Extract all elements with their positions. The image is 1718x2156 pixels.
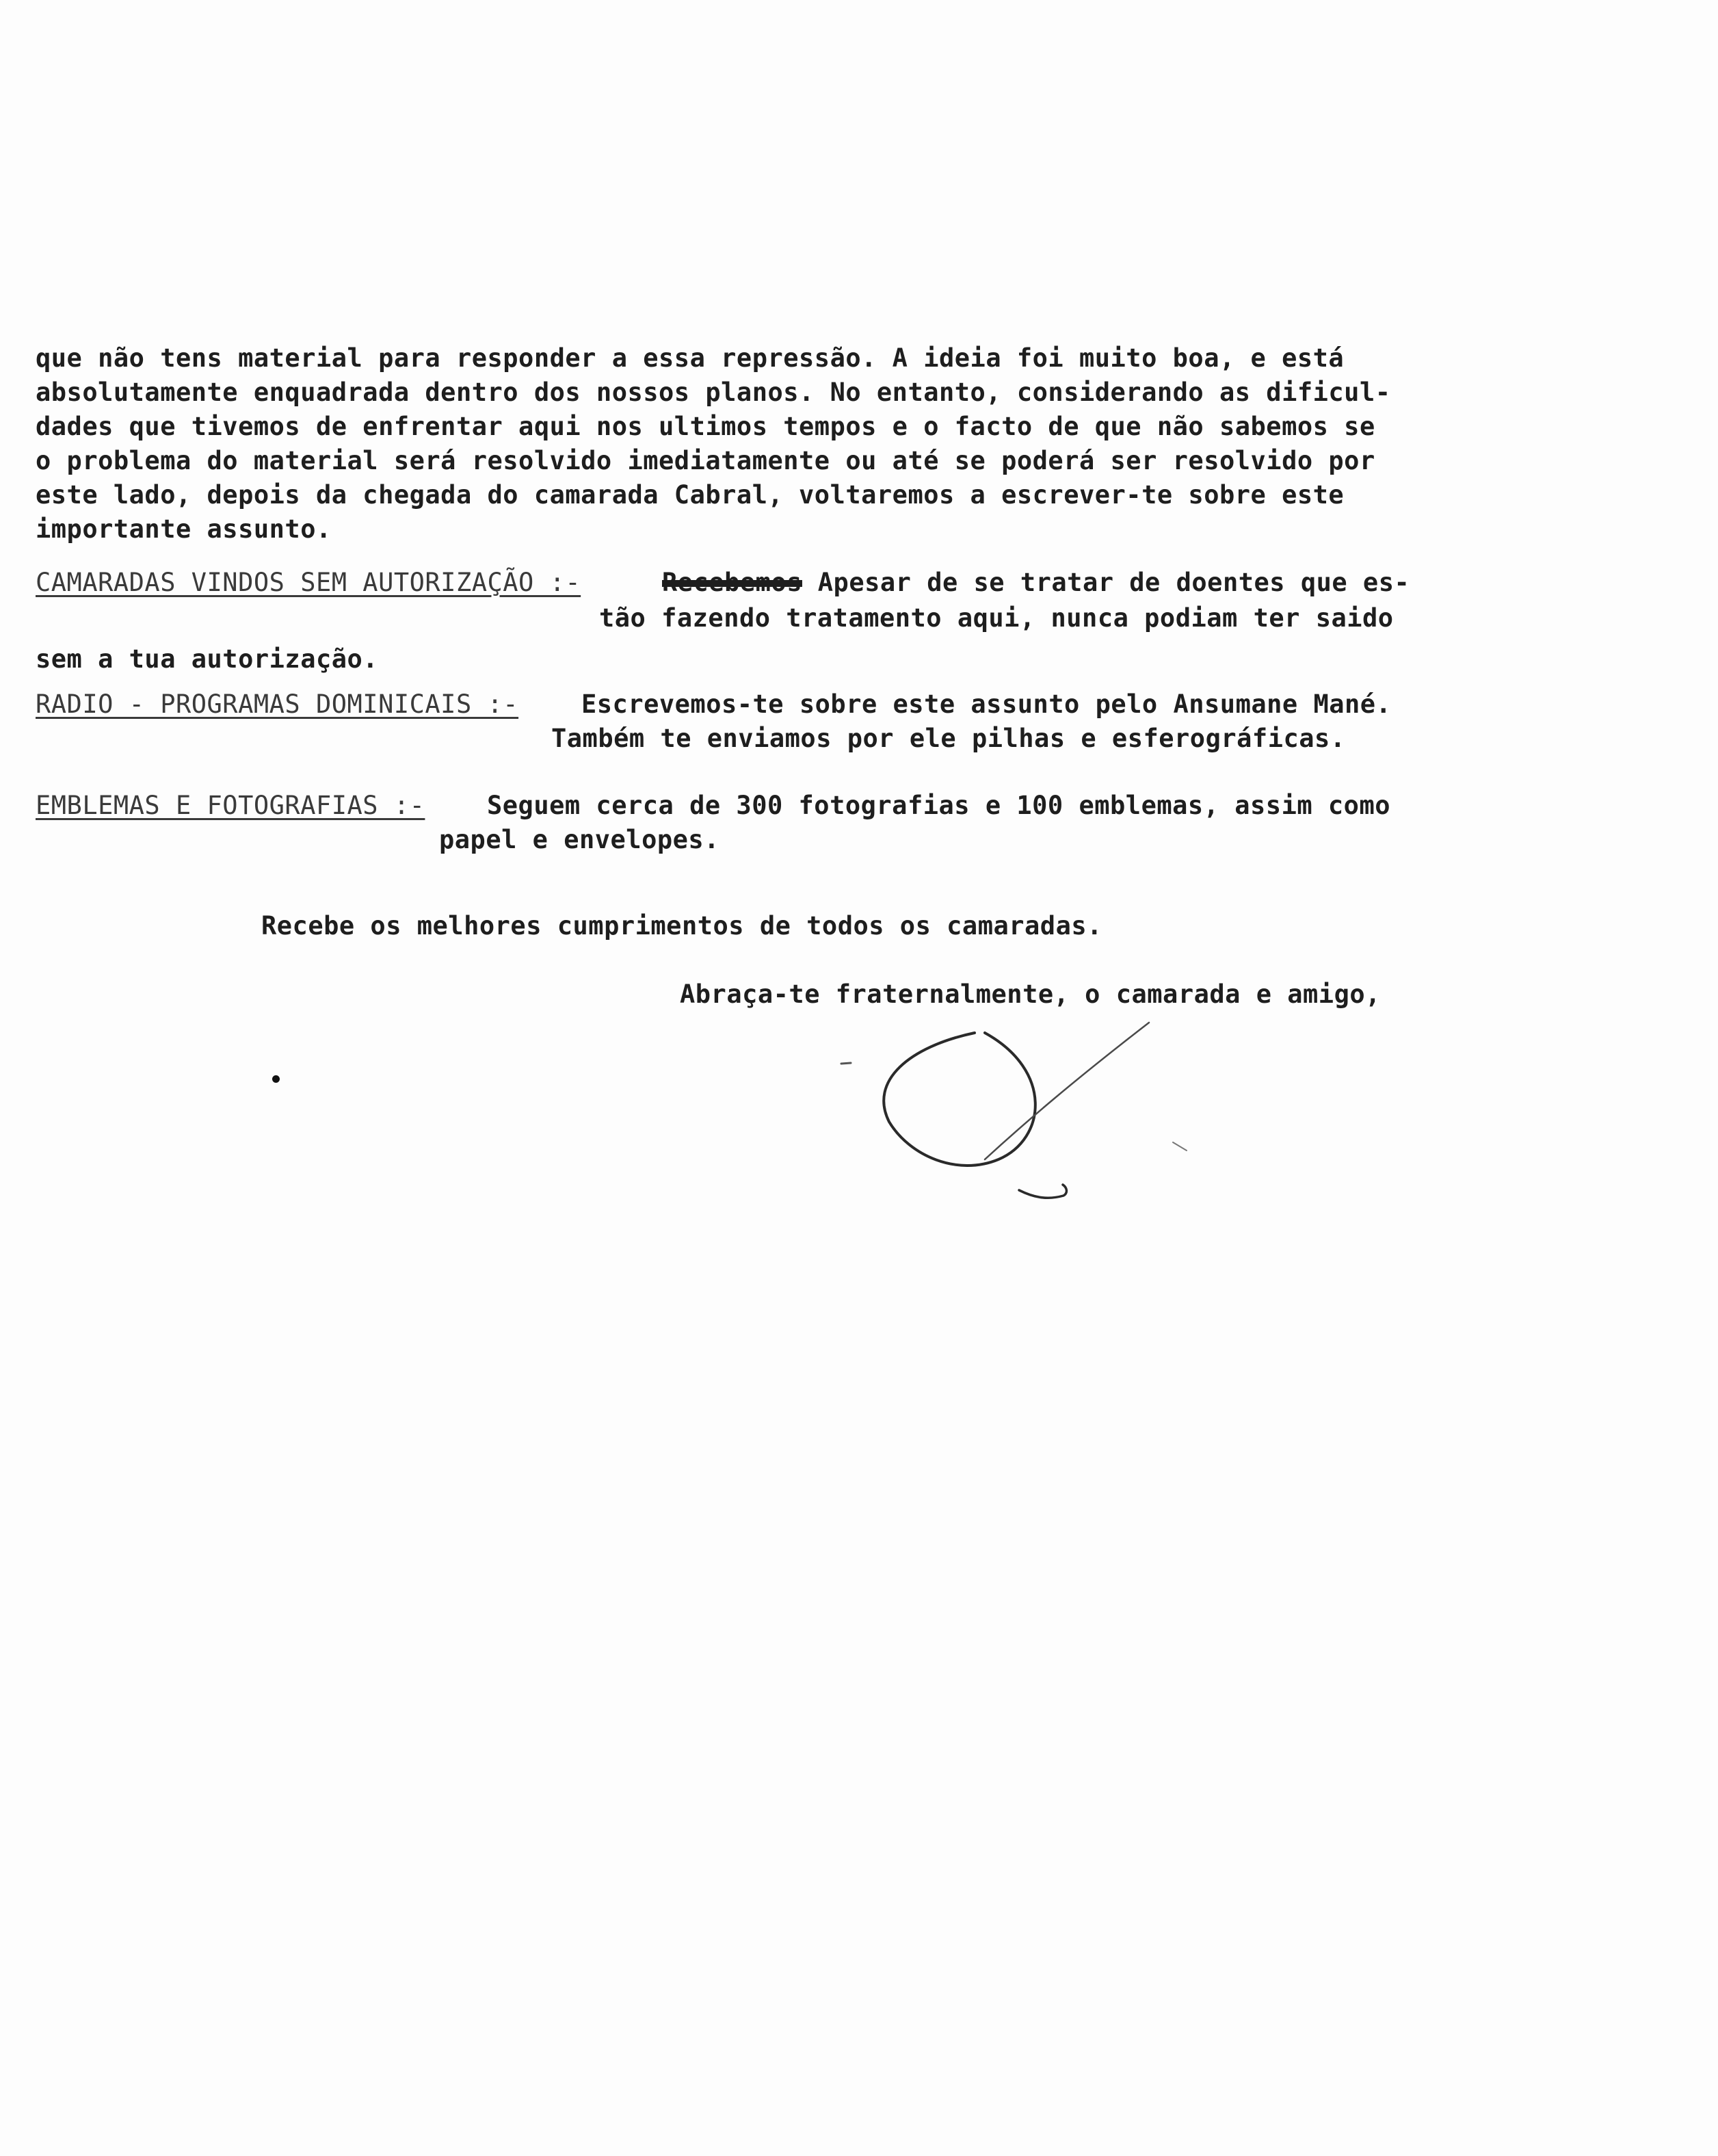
section-radio-line-2: Também te enviamos por ele pilhas e esferográficas. [551, 724, 1346, 753]
greeting-line: Recebe os melhores cumprimentos de todos os camaradas. [261, 911, 1102, 941]
section-heading-camaradas: CAMARADAS VINDOS SEM AUTORIZAÇÃO :- [36, 568, 581, 597]
paragraph-line-4: o problema do material será resolvido imediatamente ou até se poderá ser resolvido por [36, 446, 1375, 475]
paragraph-line-5: este lado, depois da chegada do camarada Cabral, voltaremos a escrever-te sobre este [36, 480, 1345, 510]
paragraph-line-3: dades que tivemos de enfrentar aqui nos ultimos tempos e o facto de que não sabemos se [36, 412, 1375, 441]
paragraph-line-6: importante assunto. [36, 514, 332, 544]
section-camaradas-line-3: sem a tua autorização. [36, 644, 379, 674]
section-heading-radio: RADIO - PROGRAMAS DOMINICAIS :- [36, 689, 519, 719]
handwritten-signature [828, 1005, 1211, 1224]
section-emblemas-line-1: Seguem cerca de 300 fotografias e 100 emblemas, assim como [487, 791, 1391, 820]
paragraph-line-2: absolutamente enquadrada dentro dos nossos planos. No entanto, considerando as dificul- [36, 378, 1391, 407]
section-emblemas-line-2: papel e envelopes. [439, 825, 719, 854]
section-camaradas-line-1 [662, 568, 1410, 598]
section-radio-line-1: Escrevemos-te sobre este assunto pelo Ansumane Mané. [581, 689, 1392, 719]
closing-line: Abraça-te fraternalmente, o camarada e amigo, [680, 980, 1381, 1009]
struck-word: Recebemos [662, 568, 802, 597]
section-heading-emblemas: EMBLEMAS E FOTOGRAFIAS :- [36, 791, 425, 820]
section-camaradas-text-1: Apesar de se tratar de doentes que es- [817, 568, 1410, 597]
ink-dot [272, 1075, 280, 1083]
section-camaradas-line-2: tão fazendo tratamento aqui, nunca podiam ter saido [599, 603, 1394, 633]
paragraph-line-1: que não tens material para responder a essa repressão. A ideia foi muito boa, e está [36, 343, 1345, 373]
